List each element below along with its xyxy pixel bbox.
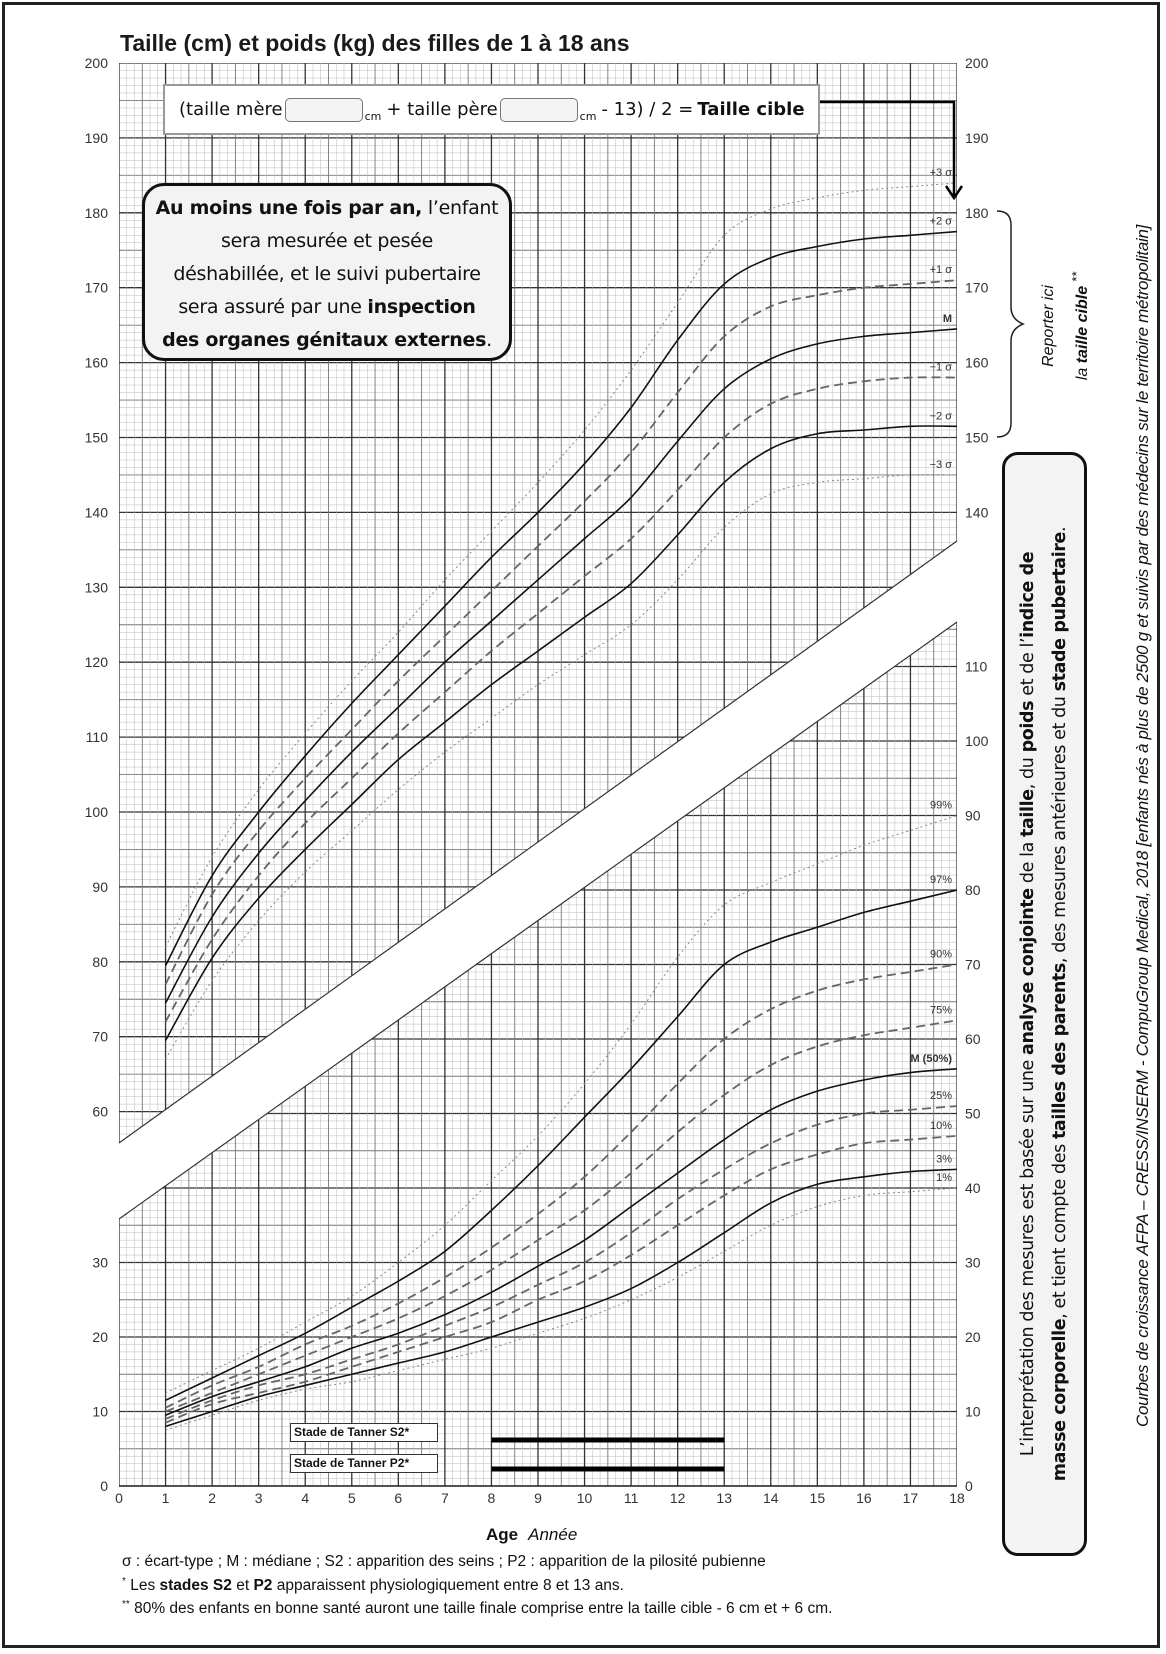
weight-curve-label: 10% [929,1119,952,1132]
weight-tick-right: 0 [965,1478,973,1494]
height-tick-left: 200 [84,55,108,71]
age-tick: 16 [856,1490,872,1506]
footnote-bold: stades S2 [159,1577,232,1595]
weight-tick-right: 110 [965,658,988,675]
height-tick-left: 150 [84,429,108,446]
target-height-note [1035,272,1097,380]
tanner-p2-label: Stade de Tanner P2* [290,1454,438,1473]
age-tick: 0 [115,1490,123,1506]
formula-result-label: Taille cible [697,99,805,120]
father-height-input[interactable] [500,98,578,122]
footnote-text: Les [125,1577,160,1595]
info-text: sera mesurée et pesée [221,230,433,252]
weight-curve-label: 1% [936,1172,952,1184]
height-tick-left: 170 [84,279,108,296]
x-axis-label-unit: Année [528,1525,578,1544]
x-axis-label-bold: Age [486,1525,519,1544]
height-tick-left: 130 [84,579,108,596]
info-bold: Au moins une fois par an, [155,197,423,219]
height-curve-label: −3 σ [929,458,952,471]
interp-text: L’interprétation des mesures est basée sur une [1018,1054,1038,1457]
chart-title: Taille (cm) et poids (kg) des filles de 1 à 18 ans [120,30,630,56]
interp-text: de la [1018,836,1038,889]
age-tick: 4 [301,1490,310,1506]
interp-bold: masse corporelle [1050,1318,1070,1482]
height-tick-left: 90 [92,878,108,895]
weight-tick-right: 90 [965,807,981,824]
target-note-text: la [1074,363,1092,381]
footnote-text: et [231,1577,254,1595]
weight-tick-right: 80 [965,882,981,898]
age-tick: 10 [576,1490,593,1506]
height-curve-label: +3 σ [929,166,952,179]
weight-tick-left: 20 [92,1329,108,1345]
weight-curve-label: 99% [929,799,952,812]
info-text: . [486,329,492,351]
height-tick-left: 70 [92,1028,108,1045]
info-text: déshabillée, et le suivi pubertaire [173,263,481,285]
target-note-sup: ** [1068,271,1084,286]
height-tick-right: 160 [965,354,989,371]
weight-curve-label: M (50%) [910,1052,952,1065]
age-tick: 12 [669,1490,686,1506]
weight-curve-label: 3% [936,1153,952,1166]
formula-father-label: + taille père [386,99,498,120]
height-curve-label: +2 σ [929,215,952,228]
measurement-info-box [142,183,512,361]
weight-curve-label: 25% [929,1090,952,1103]
weight-tick-left: 30 [92,1254,108,1271]
weight-tick-right: 70 [965,956,981,973]
x-axis-label [486,1525,577,1545]
weight-tick-right: 30 [965,1254,981,1271]
footnote-tanner [122,1576,624,1595]
age-tick: 5 [347,1490,356,1506]
target-note-bold: taille cible [1074,285,1092,364]
height-curve-label: −2 σ [929,410,952,423]
target-height-formula [163,84,820,135]
interp-text: , et tient compte des [1050,1139,1070,1319]
height-tick-left: 160 [84,354,108,371]
weight-curve-label: 97% [929,874,952,886]
age-tick: 15 [809,1490,826,1506]
height-tick-left: 120 [84,654,108,671]
height-tick-left: 80 [92,953,108,970]
interp-bold: poids [1018,700,1038,753]
footnote-bold: P2 [253,1577,273,1595]
height-tick-right: 140 [965,504,989,521]
height-tick-right: 150 [965,429,989,446]
age-tick: 18 [949,1490,965,1506]
unit-cm: cm [364,110,382,123]
height-tick-right: 170 [965,279,989,296]
interp-bold: analyse conjointe [1018,888,1038,1055]
age-tick: 11 [623,1490,639,1506]
footnote-mark: * [122,1576,126,1587]
age-tick: 7 [440,1490,449,1506]
interp-text: , des mesures antérieures et du [1050,691,1070,964]
height-tick-left: 60 [92,1103,108,1120]
height-tick-left: 180 [84,204,108,221]
age-tick: 17 [902,1490,919,1506]
target-note-line: Reporter ici [1039,285,1057,367]
info-bold: des organes génitaux externes [162,329,487,351]
info-text: l’enfant [422,197,499,219]
source-credit: Courbes de croissance AFPA – CRESS/INSERM - CompuGroup Medical, 2018 [enfants nés à plus de 2500 g et suivis par des médecins sur le territoire métropolitain] [1133,224,1152,1428]
unit-cm: cm [579,110,597,123]
formula-rest: - 13) / 2 = [601,99,694,120]
tanner-s2-label: Stade de Tanner S2* [290,1423,438,1442]
weight-tick-right: 100 [965,733,989,749]
age-tick: 8 [487,1490,496,1506]
footnote-target [122,1599,832,1618]
footnote-text: apparaissent physiologiquement entre 8 et 13 ans. [272,1577,624,1595]
interp-text: et de l’ [1018,637,1038,701]
weight-curve-label: 90% [929,948,952,961]
footnote-mark: ** [122,1599,130,1610]
weight-curve-label: 75% [929,1004,952,1017]
footnote-legend: σ : écart-type ; M : médiane ; S2 : apparition des seins ; P2 : apparition de la pilosité pubienne [122,1553,766,1570]
interp-bold: taille [1018,789,1038,837]
interp-text: , du [1018,752,1038,790]
height-tick-right: 190 [965,129,989,146]
footnote-text: 80% des enfants en bonne santé auront une taille finale comprise entre la taille cible - 6 cm et + 6 cm. [129,1600,833,1618]
weight-tick-right: 10 [965,1403,981,1420]
age-tick: 3 [254,1490,263,1506]
brace-icon [997,211,1023,437]
interp-bold: stade pubertaire [1050,531,1070,692]
weight-tick-right: 20 [965,1329,981,1345]
age-tick: 6 [394,1490,403,1506]
height-tick-right: 200 [965,55,989,71]
weight-tick-left: 10 [92,1403,108,1420]
height-tick-right: 180 [965,204,989,221]
height-tick-left: 140 [84,504,108,521]
height-curve-label: −1 σ [929,361,952,374]
info-bold: inspection [367,296,476,318]
interpretation-text [1012,527,1076,1481]
weight-tick-left: 0 [100,1478,108,1494]
weight-tick-right: 50 [965,1105,981,1122]
info-text: sera assuré par une [178,296,368,318]
mother-height-input[interactable] [285,98,363,122]
interp-bold: indice de [1018,551,1038,638]
age-tick: 9 [534,1490,542,1506]
weight-tick-right: 40 [965,1180,981,1196]
height-curve-label: +1 σ [929,264,952,277]
height-tick-left: 110 [85,729,108,746]
weight-tick-right: 60 [965,1031,981,1047]
formula-mother-label: (taille mère [179,99,283,120]
height-curve-label: M [942,312,952,325]
age-tick: 13 [716,1490,733,1506]
height-tick-left: 100 [84,804,108,820]
age-tick: 2 [208,1490,217,1506]
interp-bold: tailles des parents [1050,963,1070,1140]
age-tick: 1 [161,1490,170,1506]
height-tick-left: 190 [84,129,108,146]
age-tick: 14 [762,1490,779,1506]
interp-text: . [1050,526,1070,532]
